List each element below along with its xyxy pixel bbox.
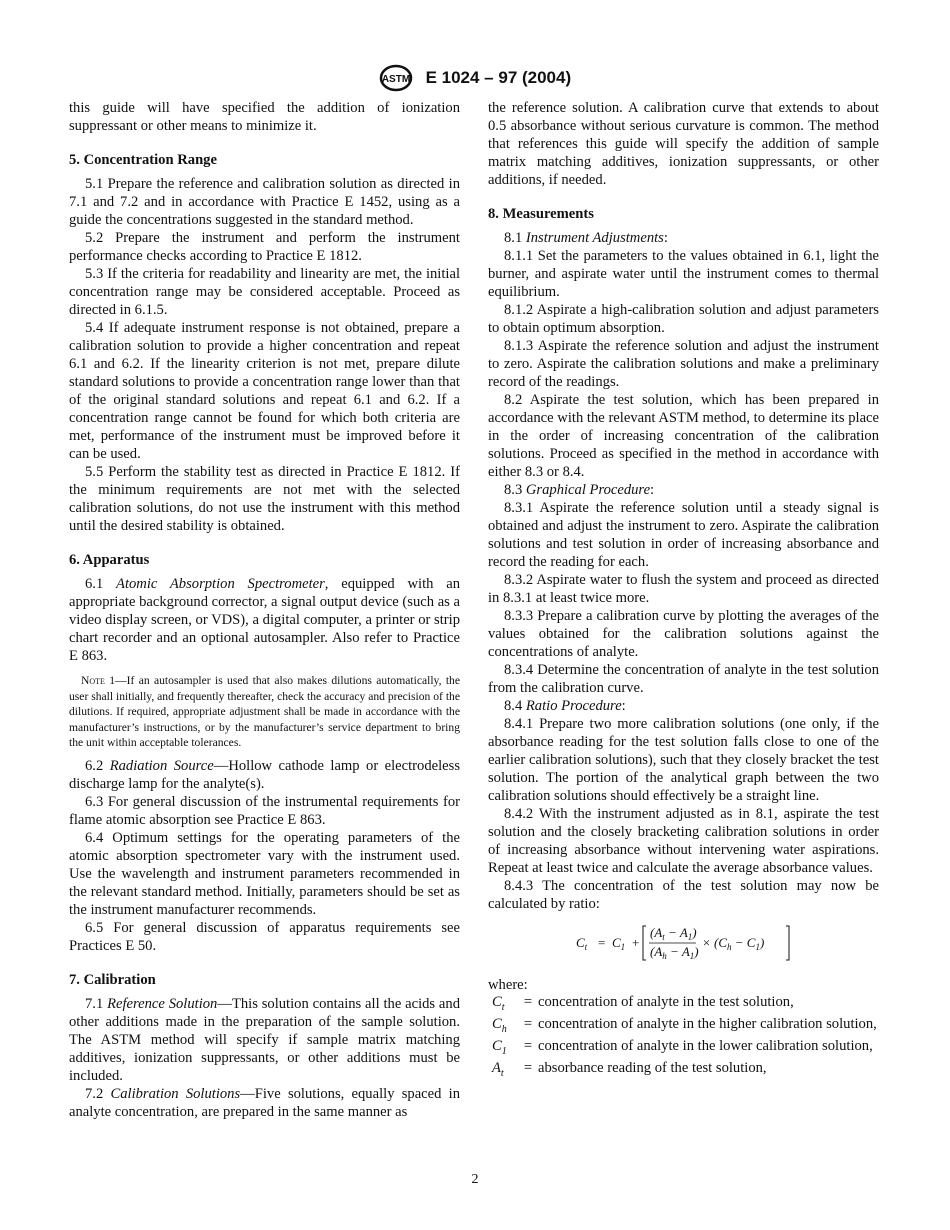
definition-symbol: $C_t$ (492, 994, 505, 1013)
paragraph-8-4-3: 8.4.3 The concentration of the test solution may now be calculated by ratio: (488, 878, 879, 912)
variable-definitions (492, 994, 878, 1082)
section-heading-7: 7. Calibration (69, 971, 156, 988)
logo-text: ASTM (381, 74, 411, 85)
paragraph-5-5: 5.5 Perform the stability test as directed in Practice E 1812. If the minimum requirements are not met with the selected calibration solutions, do not use the instrument with this method until the desired stability is obtained. (69, 464, 460, 534)
paragraph-5-2: 5.2 Prepare the instrument and perform the instrument performance checks according to Practice E 1812. (69, 230, 460, 264)
paragraph-5-4: 5.4 If adequate instrument response is not obtained, prepare a calibration solution to provide a higher concentration and repeat 6.1 and 6.2. If the linearity criterion is not met, prepare dilute standard solutions to provide a concentration range lower than that of the original standard solutions and repeat 6.1 and 6.2. If a concentration range cannot be found for which both criteria are met, performance of the instrument must be improved before it can be used. (69, 320, 460, 462)
paragraph-8-3-1: 8.3.1 Aspirate the reference solution until a steady signal is obtained and adjust the instrument to zero. Aspirate the calibration solutions and test solution in order of increasing absorbance and record the reading for each. (488, 500, 879, 570)
definition-equals: = (523, 1059, 533, 1076)
paragraph-8-1: 8.1 Instrument Adjustments: (504, 230, 668, 246)
page-header (0, 64, 950, 92)
left-column (69, 99, 460, 1121)
section-heading-6: 6. Apparatus (69, 552, 150, 568)
definition-text: absorbance reading of the test solution, (538, 1059, 767, 1076)
paragraph-8-3-4: 8.3.4 Determine the concentration of analyte in the test solution from the calibration curve. (488, 662, 879, 696)
definition-text: concentration of analyte in the test solution, (538, 994, 794, 1010)
astm-logo (379, 64, 413, 92)
definition-symbol: $A_t$ (492, 1059, 504, 1079)
page-number: 2 (471, 1172, 479, 1187)
paragraph-continued: this guide will have specified the addition of ionization suppressant or other means to minimize it. (69, 100, 460, 134)
paragraph-5-3: 5.3 If the criteria for readability and linearity are met, the initial concentration range may be considered acceptable. Proceed as directed in 6.1.5. (69, 266, 460, 318)
svg-text:C1: $C_1$ (611, 935, 625, 952)
paragraph-6-5: 6.5 For general discussion of apparatus requirements see Practices E 50. (69, 919, 460, 954)
paragraph-8-1-2: 8.1.2 Aspirate a high-calibration solution and adjust parameters to obtain optimum absorption. (488, 302, 879, 336)
paragraph-8-1-3: 8.1.3 Aspirate the reference solution and adjust the instrument to zero. Aspirate the calibration solutions and make a preliminary record of the readings. (488, 338, 879, 390)
paragraph-8-4: 8.4 Ratio Procedure: (504, 698, 626, 714)
paragraph-8-2: 8.2 Aspirate the test solution, which has been prepared in accordance with the relevant ASTM method, to determine its place in the order of increasing concentration of the calibration solutions. Proceed as specified in the method in accordance with either 8.3 or 8.4. (488, 392, 879, 480)
svg-text:=: = (597, 935, 605, 950)
section-heading-5: 5. Concentration Range (69, 152, 217, 168)
definition-symbol: $C_1$ (492, 1037, 507, 1057)
definition-row (492, 1060, 878, 1082)
paragraph-6-3: 6.3 For general discussion of the instrumental requirements for flame atomic absorption see Practice E 863. (69, 793, 460, 828)
paragraph-8-3-3: 8.3.3 Prepare a calibration curve by plotting the averages of the values obtained for the calibration solutions against the concentrations of analyte. (488, 608, 879, 660)
right-column (488, 99, 879, 1082)
definition-row (492, 994, 878, 1016)
definition-equals: = (523, 994, 533, 1010)
paragraph-5-1: 5.1 Prepare the reference and calibration solution as directed in 7.1 and 7.2 and in accordance with Practice E 1452, using as a guide the concentrations suggested in the standard method. (69, 176, 460, 228)
document-designation: E 1024 – 97 (2004) (425, 68, 572, 87)
definition-text: concentration of analyte in the higher calibration solution, (538, 1015, 877, 1032)
definition-symbol: $C_h$ (492, 1015, 507, 1035)
definition-row (492, 1016, 878, 1038)
definition-text: concentration of analyte in the lower calibration solution, (538, 1037, 873, 1054)
paragraph-8-1-1: 8.1.1 Set the parameters to the values obtained in 6.1, light the burner, and aspirate water until the instrument comes to thermal equilibrium. (488, 248, 879, 300)
svg-text:Ct: $C_t$ (575, 935, 587, 952)
ratio-equation (488, 923, 879, 968)
svg-text:(At − A1): $(A_t - A_1)$ (649, 925, 697, 942)
definition-equals: = (523, 1037, 533, 1054)
paragraph-8-4-2: 8.4.2 With the instrument adjusted as in 8.1, aspirate the test solution and the closely bracketing calibration solutions in order of increasing absorbance without intervening water aspirations. Repeat at least twice and calculate the average absorbance values. (488, 806, 879, 876)
definition-equals: = (523, 1015, 533, 1032)
paragraph-7-1: 7.1 Reference Solution—This solution contains all the acids and other additions made in the preparation of the sample solution. The ASTM method will specify if sample matrix matching additives, ionization suppressants, or other additions must be included. (69, 995, 461, 1084)
definition-row (492, 1038, 878, 1060)
paragraph-8-4-1: 8.4.1 Prepare two more calibration solutions (one only, if the absorbance reading for the test solution falls close to one of the earlier calibration solutions), such that they closely bracket the test solution. The portion of the analytical graph between the two calibration solutions should effectively be a straight line. (488, 716, 879, 804)
svg-text:(Ah − A1): $(A_h - A_1)$ (649, 944, 699, 961)
paragraph-8-3-2: 8.3.2 Aspirate water to flush the system and proceed as directed in 8.3.1 at least twice more. (488, 572, 879, 606)
paragraph-continued: the reference solution. A calibration curve that extends to about 0.5 absorbance without serious curvature is common. The method that references this guide will specify the addition of sample matrix matching additives, ionization suppressants, or other additions, if needed. (488, 100, 879, 188)
paragraph-6-2: 6.2 Radiation Source—Hollow cathode lamp or electrodeless discharge lamp for the analyte(s). (69, 757, 461, 792)
paragraph-8-3: 8.3 Graphical Procedure: (504, 482, 655, 498)
svg-text:× (Ch − C1): × $(C_h - C_1)$ (701, 935, 764, 952)
paragraph-6-1: 6.1 Atomic Absorption Spectrometer, equipped with an appropriate background corrector, a signal output device (such as a video display screen, or VDS), a digital computer, a printer or strip chart recorder and an optional autosampler. Also refer to Practice E 863. (69, 576, 460, 664)
note-1: Note 1—If an autosampler is used that also makes dilutions automatically, the user shall initially, and frequently thereafter, check the accuracy and precision of the dilutions. If required, appropriate adjustment shall be made in accordance with the manufacturer’s instructions, or by the manufacturer’s service department to bring the unit within acceptable tolerances. (69, 674, 460, 749)
where-label: where: (488, 977, 528, 993)
svg-text:+: + (631, 935, 639, 950)
paragraph-6-4: 6.4 Optimum settings for the operating parameters of the atomic absorption spectrometer vary with the instrument used. Use the wavelength and instrument parameters recommended in the relevant standard method. Initially, parameters should be set as the instrument manufacturer recommends. (69, 829, 460, 918)
section-heading-8: 8. Measurements (488, 206, 594, 222)
paragraph-7-2: 7.2 Calibration Solutions—Five solutions, equally spaced in analyte concentration, are prepared in the same manner as (69, 1085, 461, 1120)
